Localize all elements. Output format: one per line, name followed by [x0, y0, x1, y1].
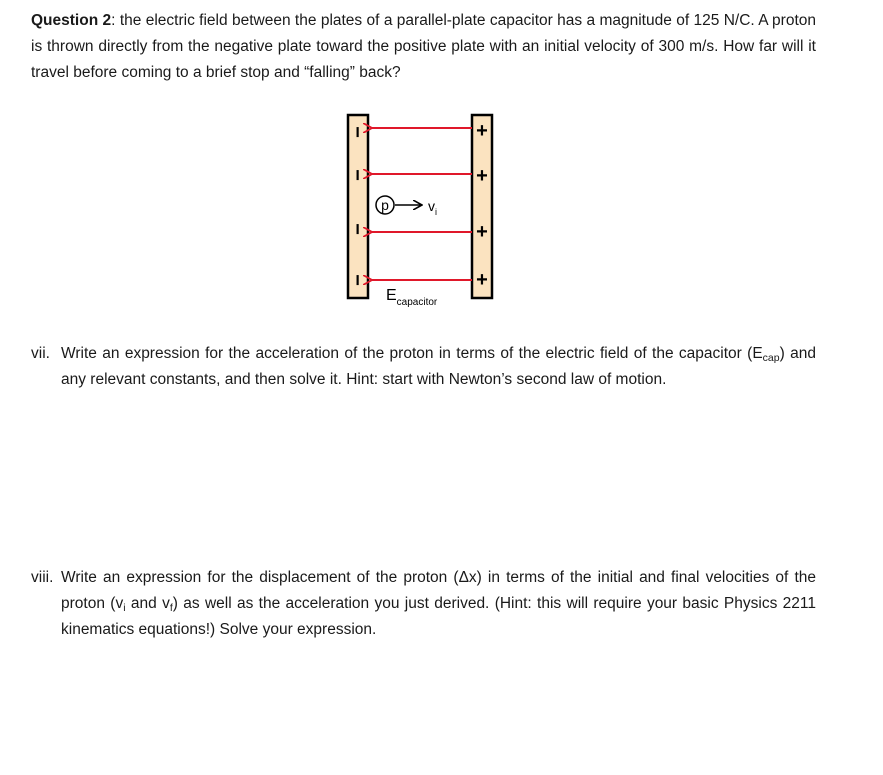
question-2-prompt [31, 8, 816, 86]
negative-sign: − [346, 274, 368, 286]
part-number: vii. [31, 345, 50, 362]
question-label: Question 2 [31, 12, 112, 29]
positive-sign: + [476, 120, 488, 142]
part-vii [31, 341, 816, 393]
proton-label: p [381, 197, 389, 213]
capacitor-diagram [340, 110, 520, 315]
positive-sign: + [476, 269, 488, 291]
part-viii-text: Write an expression for the displacement of the proton (Δx) in terms of the initial and final velocities of the proton ($v_i$ and $v_f$) as well as the acceleration you just derived. (Hint: this will require your basic Physics 2211 kinematics equations!) Solve your expression. [61, 569, 816, 638]
positive-sign: + [476, 221, 488, 243]
positive-sign: + [476, 165, 488, 187]
field-label: $E_{capacitor}$ [386, 287, 438, 308]
velocity-label: $v_i$ [428, 198, 437, 217]
negative-sign: − [346, 223, 368, 235]
negative-sign: − [346, 126, 368, 138]
part-vii-text: Write an expression for the acceleration of the proton in terms of the electric field of the capacitor $(E_{cap})$ and any relevant constants, and then solve it. Hint: start with Newton’s second law of motion. [61, 345, 816, 388]
question-text: : the electric field between the plates of a parallel-plate capacitor has a magnitude of 125 N/C. A proton is thrown directly from the negative plate toward the positive plate with an initial velocity of 300 m/s. How far will it travel before coming to a brief stop and “falling” back? [31, 12, 816, 81]
part-viii [31, 565, 816, 643]
part-number: viii. [31, 569, 54, 586]
negative-plate [348, 115, 368, 298]
capacitor-svg [340, 110, 520, 315]
negative-sign: − [346, 169, 368, 181]
